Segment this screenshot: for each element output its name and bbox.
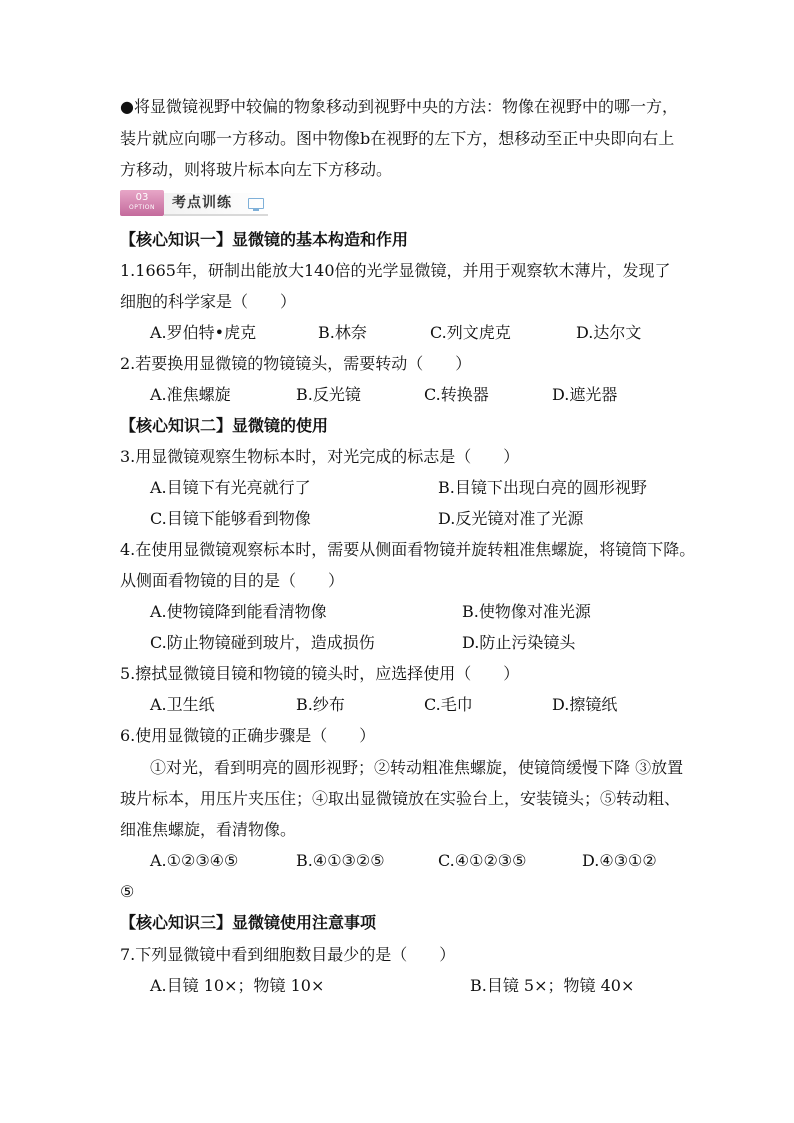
- q3-option-c: C.目镜下能够看到物像: [150, 509, 311, 528]
- q4-line-2: 从侧面看物镜的目的是（ ）: [120, 571, 345, 590]
- section-badge: [120, 190, 270, 216]
- section-heading-3: 【核心知识三】显微镜使用注意事项: [120, 913, 377, 932]
- q4-option-c: C.防止物镜碰到玻片，造成损伤: [150, 633, 375, 652]
- section-heading-2: 【核心知识二】显微镜的使用: [120, 416, 329, 435]
- badge-number: 03: [135, 192, 149, 203]
- q4-option-a: A.使物镜降到能看清物像: [150, 602, 327, 621]
- q6-option-a: A.①②③④⑤: [150, 851, 239, 870]
- q3-option-d: D.反光镜对准了光源: [438, 509, 584, 528]
- q5-option-c: C.毛巾: [424, 695, 473, 714]
- q6-step-2: 玻片标本，用压片夹压住；④取出显微镜放在实验台上，安装镜头；⑤转动粗、: [120, 789, 681, 808]
- intro-line-2: 装片就应向哪一方移动。图中物像b在视野的左下方，想移动至正中央即向右上: [120, 129, 675, 148]
- q1-option-d: D.达尔文: [576, 323, 642, 342]
- q6-line-1: 6.使用显微镜的正确步骤是（ ）: [120, 726, 376, 745]
- q5-option-b: B.纱布: [296, 695, 345, 714]
- badge-subtitle: OPTION: [129, 204, 155, 211]
- q6-step-1: ①对光，看到明亮的圆形视野；②转动粗准焦螺旋，使镜筒缓慢下降 ③放置: [150, 758, 684, 777]
- q5-option-d: D.擦镜纸: [552, 695, 618, 714]
- q6-step-3: 细准焦螺旋，看清物像。: [120, 820, 297, 839]
- q7-option-a: A.目镜 10×；物镜 10×: [150, 976, 325, 995]
- q6-option-b: B.④①③②⑤: [296, 851, 385, 870]
- q6-option-d-wrap: ⑤: [120, 882, 135, 901]
- monitor-icon: [248, 198, 264, 209]
- q1-line-2: 细胞的科学家是（ ）: [120, 292, 297, 311]
- intro-line-1: ●将显微镜视野中较偏的物象移动到视野中央的方法：物像在视野中的哪一方，: [120, 97, 678, 116]
- q4-line-1: 4.在使用显微镜观察标本时，需要从侧面看物镜并旋转粗准焦螺旋，将镜筒下降。: [120, 540, 696, 559]
- q2-line-1: 2.若要换用显微镜的物镜镜头，需要转动（ ）: [120, 354, 472, 373]
- q6-option-d: D.④③①②: [582, 851, 657, 870]
- q1-option-c: C.列文虎克: [430, 323, 511, 342]
- q3-option-a: A.目镜下有光亮就行了: [150, 478, 311, 497]
- q4-option-b: B.使物像对准光源: [462, 602, 591, 621]
- q2-option-c: C.转换器: [424, 385, 489, 404]
- q7-line-1: 7.下列显微镜中看到细胞数目最少的是（ ）: [120, 945, 456, 964]
- section-heading-1: 【核心知识一】显微镜的基本构造和作用: [120, 230, 409, 249]
- q2-option-b: B.反光镜: [296, 385, 361, 404]
- q3-line-1: 3.用显微镜观察生物标本时，对光完成的标志是（ ）: [120, 447, 520, 466]
- q7-option-b: B.目镜 5×；物镜 40×: [470, 976, 635, 995]
- q5-line-1: 5.擦拭显微镜目镜和物镜的镜头时，应选择使用（ ）: [120, 664, 520, 683]
- intro-line-3: 方移动，则将玻片标本向左下方移动。: [120, 160, 393, 179]
- badge-title-block: [164, 193, 268, 216]
- q2-option-a: A.准焦螺旋: [150, 385, 231, 404]
- q1-option-b: B.林奈: [318, 323, 367, 342]
- q2-option-d: D.遮光器: [552, 385, 618, 404]
- badge-title: 考点训练: [172, 195, 232, 211]
- q3-option-b: B.目镜下出现白亮的圆形视野: [438, 478, 647, 497]
- q6-option-c: C.④①②③⑤: [438, 851, 527, 870]
- q1-option-a: A.罗伯特•虎克: [150, 323, 257, 342]
- q4-option-d: D.防止污染镜头: [462, 633, 576, 652]
- q5-option-a: A.卫生纸: [150, 695, 215, 714]
- badge-number-block: [120, 190, 164, 216]
- q1-line-1: 1.1665年，研制出能放大140倍的光学显微镜，并用于观察软木薄片，发现了: [120, 261, 671, 280]
